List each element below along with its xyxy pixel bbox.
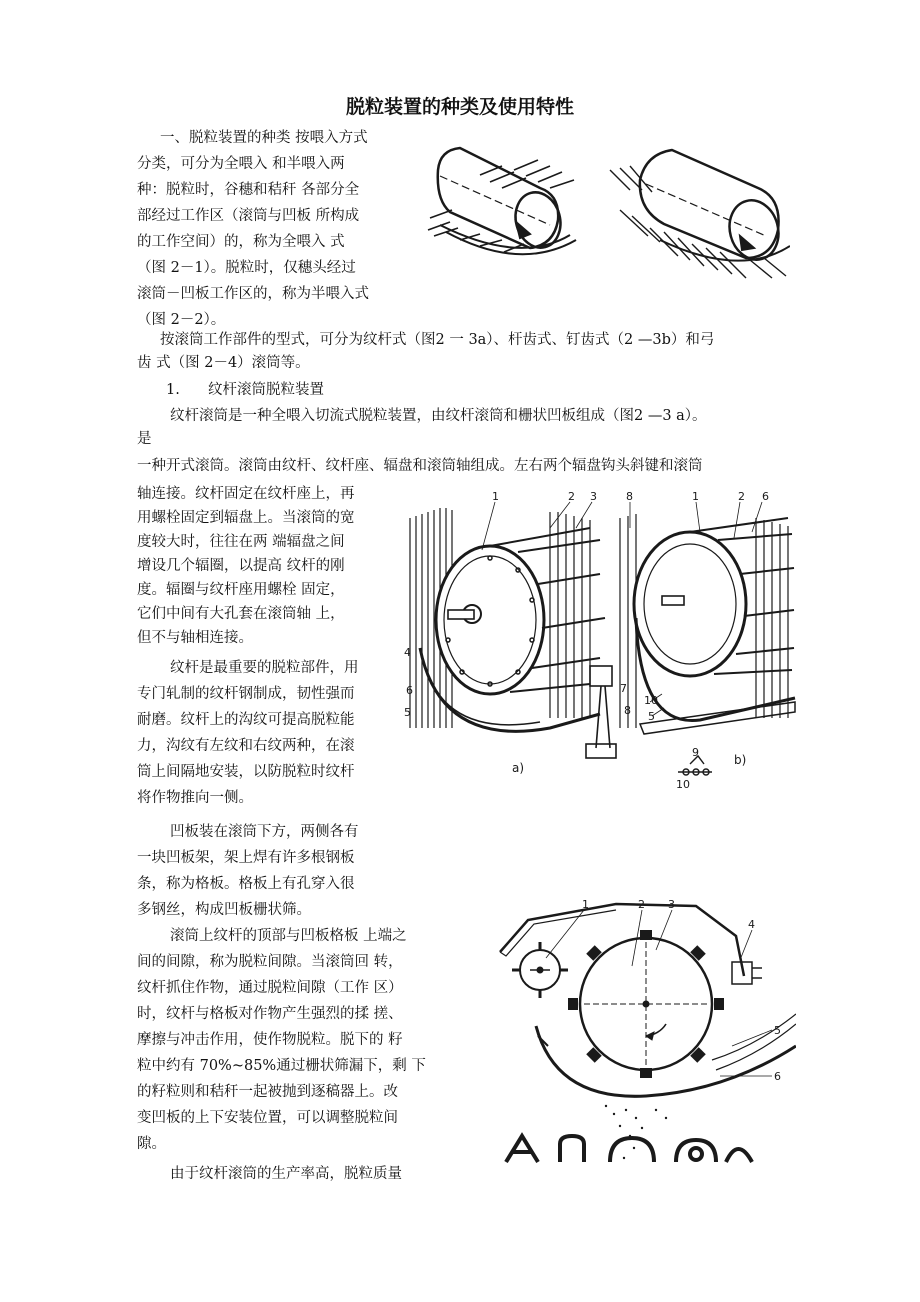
callout-label: 5 [648,710,655,723]
callout-label: 6 [774,1070,781,1083]
text-line: 间的间隙，称为脱粒间隙。当滚筒回 转， [137,954,403,970]
callout-label: 7 [620,682,627,695]
figure-rasp-bar-profiles [500,1132,760,1166]
text-line: 由于纹杆滚筒的生产率高，脱粒质量 [170,1166,402,1182]
text-line: 滚筒－凹板工作区的，称为半喂入式 [137,286,369,302]
callout-label: 1 [492,490,499,503]
text-line: 它们中间有大孔套在滚筒轴 上， [137,606,345,622]
text-line: 齿 式（图 2－4）滚筒等。 [137,355,310,371]
text-line: 多钢丝，构成凹板栅状筛。 [137,902,311,918]
text-line: 轴连接。纹杆固定在纹杆座上，再 [137,486,355,502]
text-line: 滚筒上纹杆的顶部与凹板格板 上端之 [170,928,407,944]
callout-label: 4 [404,646,411,659]
figure-drum-types [400,488,800,798]
text-line: 一、脱粒装置的种类 按喂入方式 [160,130,368,146]
text-line: 按滚筒工作部件的型式，可分为纹杆式（图2 一 3a）、杆齿式、钉齿式（2 —3b）和弓 [160,332,715,348]
callout-label: 1 [692,490,699,503]
callout-label: 2 [568,490,575,503]
text-line: 一块凹板架，架上焊有许多根钢板 [137,850,355,866]
callout-label: 2 [638,898,645,911]
text-line: （图 2－1）。脱粒时，仅穗头经过 [137,260,356,276]
text-line: 筒上间隔地安装，以防脱粒时纹杆 [137,764,355,780]
callout-label: 3 [590,490,597,503]
callout-label: 10 [676,778,690,791]
figure-label-a: a) [512,761,525,775]
callout-label: 9 [692,746,699,759]
text-line: 凹板装在滚筒下方，两侧各有 [170,824,359,840]
text-line: 纹杆是最重要的脱粒部件，用 [170,660,359,676]
text-line: 专门轧制的纹杆钢制成，韧性强而 [137,686,355,702]
heading-text: 纹杆滚筒脱粒装置 [208,382,324,398]
text-line: 时，纹杆与格板对作物产生强烈的揉 搓、 [137,1006,403,1022]
callout-label: 1 [582,898,589,911]
text-line: 部经过工作区（滚筒与凹板 所构成 [137,208,360,224]
callout-label: 2 [738,490,745,503]
text-line: 变凹板的上下安装位置，可以调整脱粒间 [137,1110,398,1126]
callout-label: 8 [624,704,631,717]
callout-label: 6 [762,490,769,503]
callout-label: 5 [404,706,411,719]
page-title: 脱粒装置的种类及使用特性 [345,96,574,118]
figure-label-b: b) [734,753,747,767]
callout-label: 3 [668,898,675,911]
text-line: 摩擦与冲击作用，使作物脱粒。脱下的 籽 [137,1032,403,1048]
callout-label: 10 [644,694,658,707]
text-line: 分类，可分为全喂入 和半喂入两 [137,156,345,172]
callout-label: 4 [748,918,755,931]
text-line: 用螺栓固定到辐盘上。当滚筒的宽 [137,510,355,526]
text-line: 纹杆抓住作物，通过脱粒间隙（工作 区） [137,980,403,996]
cross-section-callout-labels [582,898,781,1083]
text-line: 条，称为格板。格板上有孔穿入很 [137,876,355,892]
text-line: 纹杆滚筒是一种全喂入切流式脱粒装置，由纹杆滚筒和栅状凹板组成（图2 —3 a）。 [170,408,707,424]
text-line: 度。辐圈与纹杆座用螺栓 固定， [137,582,345,598]
callout-label: 5 [774,1024,781,1037]
callout-label: 8 [626,490,633,503]
text-line: 但不与轴相连接。 [137,630,253,646]
figure-feeding-cylinders [420,140,790,280]
text-line: 隙。 [137,1136,166,1152]
callout-label: 6 [406,684,413,697]
text-line: 耐磨。纹杆上的沟纹可提高脱粒能 [137,712,355,728]
text-line: 一种开式滚筒。滚筒由纹杆、纹杆座、辐盘和滚筒轴组成。左右两个辐盘钩头斜键和滚筒 [137,458,703,474]
text-line: 是 [137,431,152,447]
text-line: 种：脱粒时，谷穗和秸秆 各部分全 [137,182,360,198]
figure-drum-cross-section [496,896,796,1166]
heading-number: 1. [166,382,180,398]
text-line: 将作物推向一侧。 [137,790,253,806]
text-line: （图 2－2）。 [137,312,226,328]
text-line: 粒中约有 70%~85%通过栅状筛漏下，剩 下 [137,1058,426,1074]
text-line: 增设几个辐圈，以提高 纹杆的刚 [137,558,345,574]
text-line: 的工作空间）的，称为全喂入 式 [137,234,345,250]
text-line: 力，沟纹有左纹和右纹两种，在滚 [137,738,355,754]
text-line: 的籽粒则和秸秆一起被抛到逐稿器上。改 [137,1084,398,1100]
text-line: 度较大时，往往在两 端辐盘之间 [137,534,345,550]
